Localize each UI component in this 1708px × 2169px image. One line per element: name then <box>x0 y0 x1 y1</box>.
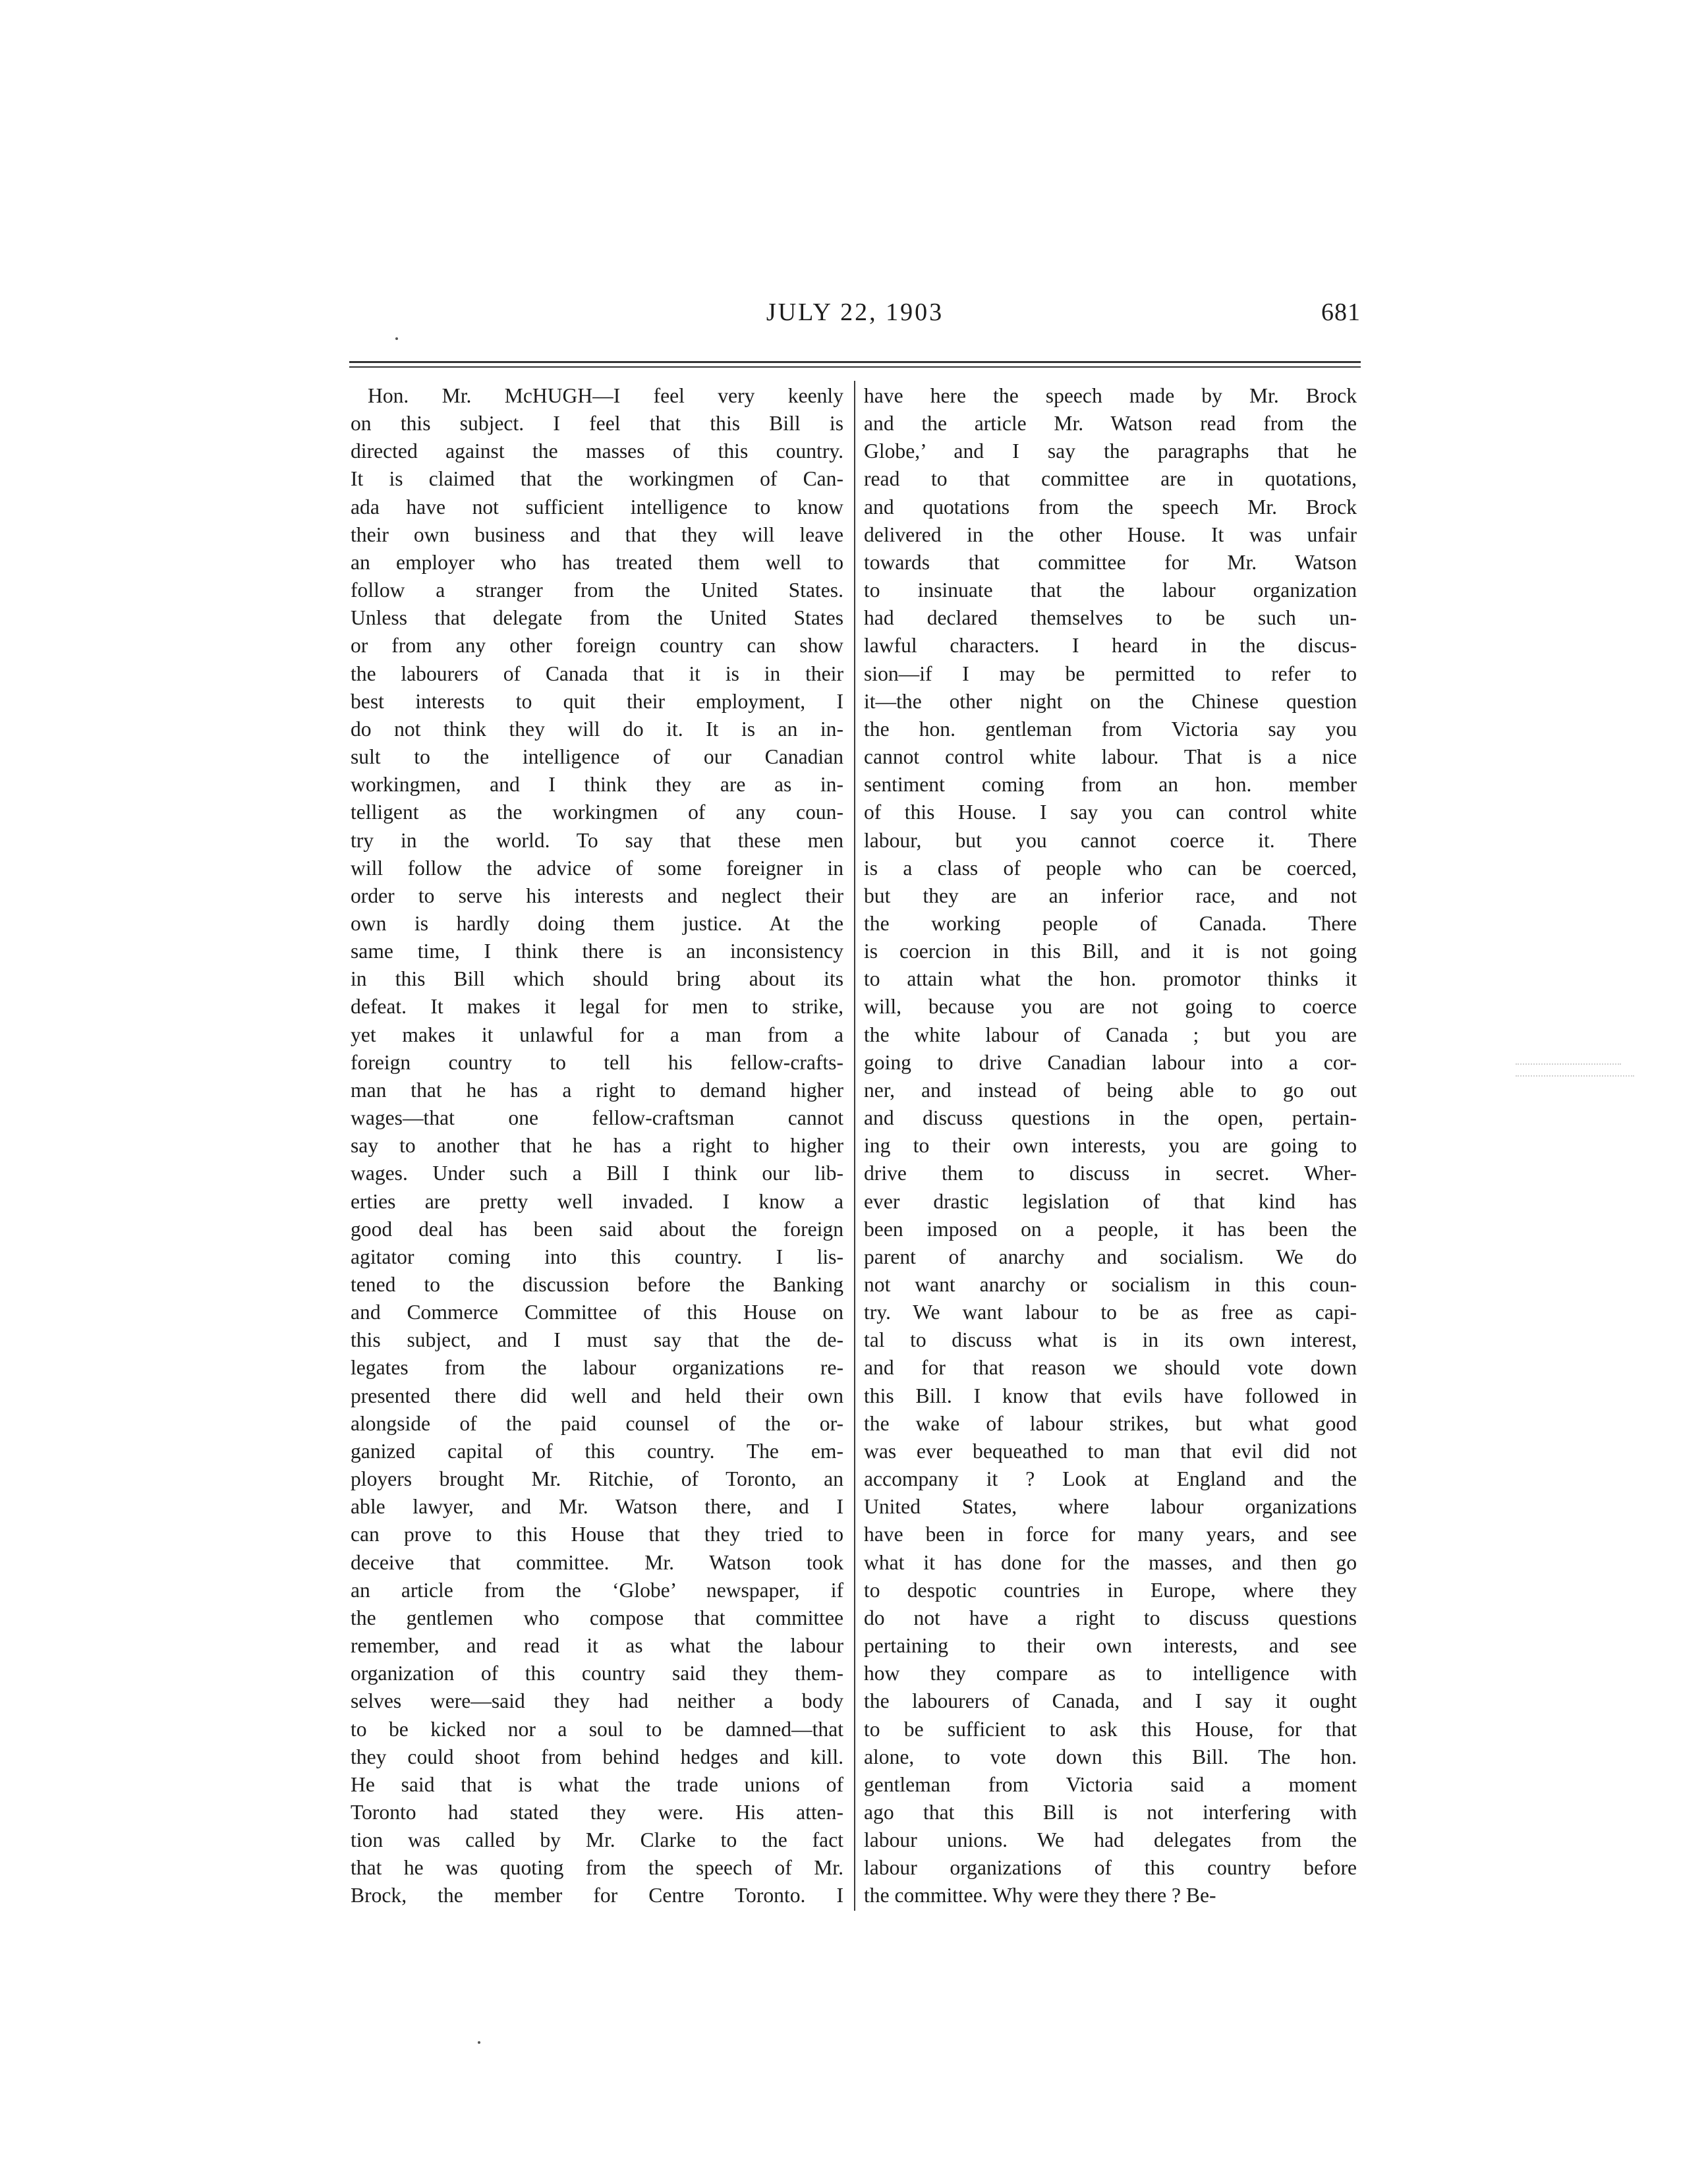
scan-speck <box>478 2041 480 2044</box>
text-line: that he was quoting from the speech of Mr. <box>351 1856 843 1880</box>
text-line: wages—that one fellow-craftsman cannot <box>351 1106 843 1130</box>
text-line: labour, but you cannot coerce it. There <box>864 828 1357 852</box>
text-line: is coercion in this Bill, and it is not going <box>864 940 1357 963</box>
text-line: ago that this Bill is not interfering with <box>864 1800 1357 1824</box>
text-line: how they compare as to intelligence with <box>864 1662 1357 1685</box>
text-line: agitator coming into this country. I lis- <box>351 1245 843 1268</box>
text-line: Unless that delegate from the United States <box>351 606 843 630</box>
margin-ghost-mark <box>1516 1063 1621 1065</box>
text-line: tal to discuss what is in its own interest, <box>864 1328 1357 1352</box>
text-line: their own business and that they will leave <box>351 522 843 546</box>
text-line: United States, where labour organizations <box>864 1495 1357 1519</box>
text-line: or from any other foreign country can show <box>351 634 843 658</box>
page-number: 681 <box>1321 298 1361 326</box>
text-line: read to that committee are in quotations, <box>864 467 1357 491</box>
text-line: erties are pretty well invaded. I know a <box>351 1189 843 1213</box>
text-line: tened to the discussion before the Banking <box>351 1273 843 1296</box>
text-line: will, because you are not going to coerce <box>864 995 1357 1019</box>
scan-speck <box>395 337 398 340</box>
left-text-column <box>351 382 843 1910</box>
text-line: do not have a right to discuss questions <box>864 1606 1357 1629</box>
text-line: Globe,’ and I say the paragraphs that he <box>864 439 1357 463</box>
text-line: delivered in the other House. It was unfair <box>864 522 1357 546</box>
text-line: sentiment coming from an hon. member <box>864 773 1357 797</box>
text-line: the wake of labour strikes, but what good <box>864 1411 1357 1435</box>
text-line: on this subject. I feel that this Bill is <box>351 412 843 436</box>
text-line: this subject, and I must say that the de- <box>351 1328 843 1352</box>
text-line: own is hardly doing them justice. At the <box>351 911 843 935</box>
margin-ghost-mark <box>1516 1075 1634 1077</box>
text-line: been imposed on a people, it has been the <box>864 1217 1357 1241</box>
text-line: parent of anarchy and socialism. We do <box>864 1245 1357 1268</box>
text-line: will follow the advice of some foreigner in <box>351 856 843 880</box>
text-line: labour unions. We had delegates from the <box>864 1828 1357 1852</box>
text-line: not want anarchy or socialism in this coun- <box>864 1273 1357 1296</box>
text-line: labour organizations of this country before <box>864 1856 1357 1880</box>
text-line: and Commerce Committee of this House on <box>351 1301 843 1324</box>
text-line: it—the other night on the Chinese question <box>864 689 1357 713</box>
text-line: workingmen, and I think they are as in- <box>351 773 843 797</box>
text-line: they could shoot from behind hedges and kill. <box>351 1745 843 1768</box>
text-line: to attain what the hon. promotor thinks it <box>864 967 1357 991</box>
text-line: ner, and instead of being able to go out <box>864 1078 1357 1102</box>
text-line: had declared themselves to be such un- <box>864 606 1357 630</box>
text-line: lawful characters. I heard in the discus- <box>864 634 1357 658</box>
text-line: the working people of Canada. There <box>864 911 1357 935</box>
text-line: follow a stranger from the United States. <box>351 578 843 602</box>
text-line: try. We want labour to be as free as capi- <box>864 1301 1357 1324</box>
text-line: best interests to quit their employment, I <box>351 689 843 713</box>
text-line: alone, to vote down this Bill. The hon. <box>864 1745 1357 1768</box>
text-line: Toronto had stated they were. His atten- <box>351 1800 843 1824</box>
text-line: same time, I think there is an inconsistency <box>351 940 843 963</box>
text-line: to despotic countries in Europe, where they <box>864 1578 1357 1602</box>
text-line: tion was called by Mr. Clarke to the fact <box>351 1828 843 1852</box>
text-line: drive them to discuss in secret. Wher- <box>864 1162 1357 1185</box>
text-line: man that he has a right to demand higher <box>351 1078 843 1102</box>
text-line: legates from the labour organizations re- <box>351 1356 843 1380</box>
text-line: cannot control white labour. That is a nice <box>864 745 1357 769</box>
text-line: was ever bequeathed to man that evil did not <box>864 1439 1357 1463</box>
text-line: the white labour of Canada ; but you are <box>864 1023 1357 1046</box>
text-line: going to drive Canadian labour into a cor- <box>864 1050 1357 1074</box>
text-line: ployers brought Mr. Ritchie, of Toronto, an <box>351 1467 843 1491</box>
right-text-column <box>864 382 1357 1910</box>
text-line: is a class of people who can be coerced, <box>864 856 1357 880</box>
header-rule-secondary <box>349 366 1361 368</box>
text-line: sult to the intelligence of our Canadian <box>351 745 843 769</box>
text-line: have been in force for many years, and see <box>864 1523 1357 1546</box>
text-line: try in the world. To say that these men <box>351 828 843 852</box>
text-line: to insinuate that the labour organization <box>864 578 1357 602</box>
text-line: do not think they will do it. It is an in- <box>351 717 843 741</box>
text-line: presented there did well and held their own <box>351 1384 843 1407</box>
text-line: this Bill. I know that evils have followed in <box>864 1384 1357 1407</box>
text-line: an article from the ‘Globe’ newspaper, if <box>351 1578 843 1602</box>
text-line: the labourers of Canada, and I say it ought <box>864 1689 1357 1713</box>
text-line: the gentlemen who compose that committee <box>351 1606 843 1629</box>
text-line: the hon. gentleman from Victoria say you <box>864 717 1357 741</box>
text-line: but they are an inferior race, and not <box>864 884 1357 907</box>
text-line: pertaining to their own interests, and see <box>864 1634 1357 1658</box>
text-line: It is claimed that the workingmen of Can- <box>351 467 843 491</box>
text-line: ada have not sufficient intelligence to know <box>351 495 843 519</box>
text-line: yet makes it unlawful for a man from a <box>351 1023 843 1046</box>
text-line: to be sufficient to ask this House, for that <box>864 1717 1357 1741</box>
text-line: of this House. I say you can control white <box>864 801 1357 824</box>
text-line: gentleman from Victoria said a moment <box>864 1772 1357 1796</box>
text-line: wages. Under such a Bill I think our lib- <box>351 1162 843 1185</box>
text-line: accompany it ? Look at England and the <box>864 1467 1357 1491</box>
header-rule <box>349 361 1361 363</box>
text-line: and the article Mr. Watson read from the <box>864 412 1357 436</box>
text-line: Brock, the member for Centre Toronto. I <box>351 1884 843 1907</box>
text-line: telligent as the workingmen of any coun- <box>351 801 843 824</box>
text-line: in this Bill which should bring about its <box>351 967 843 991</box>
text-line: remember, and read it as what the labour <box>351 1634 843 1658</box>
text-line: order to serve his interests and neglect their <box>351 884 843 907</box>
text-line: to be kicked nor a soul to be damned—that <box>351 1717 843 1741</box>
text-line: deceive that committee. Mr. Watson took <box>351 1550 843 1574</box>
text-line: directed against the masses of this country. <box>351 439 843 463</box>
text-line: and quotations from the speech Mr. Brock <box>864 495 1357 519</box>
text-line: selves were—said they had neither a body <box>351 1689 843 1713</box>
text-line: He said that is what the trade unions of <box>351 1772 843 1796</box>
text-line: foreign country to tell his fellow-crafts- <box>351 1050 843 1074</box>
running-head-date: JULY 22, 1903 <box>766 298 944 326</box>
text-line: can prove to this House that they tried to <box>351 1523 843 1546</box>
text-line: the labourers of Canada that it is in their <box>351 662 843 685</box>
text-line: say to another that he has a right to higher <box>351 1134 843 1158</box>
text-line: alongside of the paid counsel of the or- <box>351 1411 843 1435</box>
text-line: Hon. Mr. McHUGH—I feel very keenly <box>368 384 843 407</box>
text-line: ganized capital of this country. The em- <box>351 1439 843 1463</box>
column-divider <box>854 381 855 1911</box>
text-line: good deal has been said about the foreign <box>351 1217 843 1241</box>
text-line: able lawyer, and Mr. Watson there, and I <box>351 1495 843 1519</box>
text-line: the committee. Why were they there ? Be- <box>864 1884 1216 1907</box>
text-line: and discuss questions in the open, pertain- <box>864 1106 1357 1130</box>
text-line: towards that committee for Mr. Watson <box>864 550 1357 574</box>
text-line: have here the speech made by Mr. Brock <box>864 384 1357 407</box>
text-line: what it has done for the masses, and then go <box>864 1550 1357 1574</box>
text-line: an employer who has treated them well to <box>351 550 843 574</box>
text-line: and for that reason we should vote down <box>864 1356 1357 1380</box>
page-header <box>349 298 1361 337</box>
text-line: sion—if I may be permitted to refer to <box>864 662 1357 685</box>
text-line: ever drastic legislation of that kind has <box>864 1189 1357 1213</box>
text-line: ing to their own interests, you are going to <box>864 1134 1357 1158</box>
text-line: organization of this country said they them- <box>351 1662 843 1685</box>
text-line: defeat. It makes it legal for men to strike, <box>351 995 843 1019</box>
